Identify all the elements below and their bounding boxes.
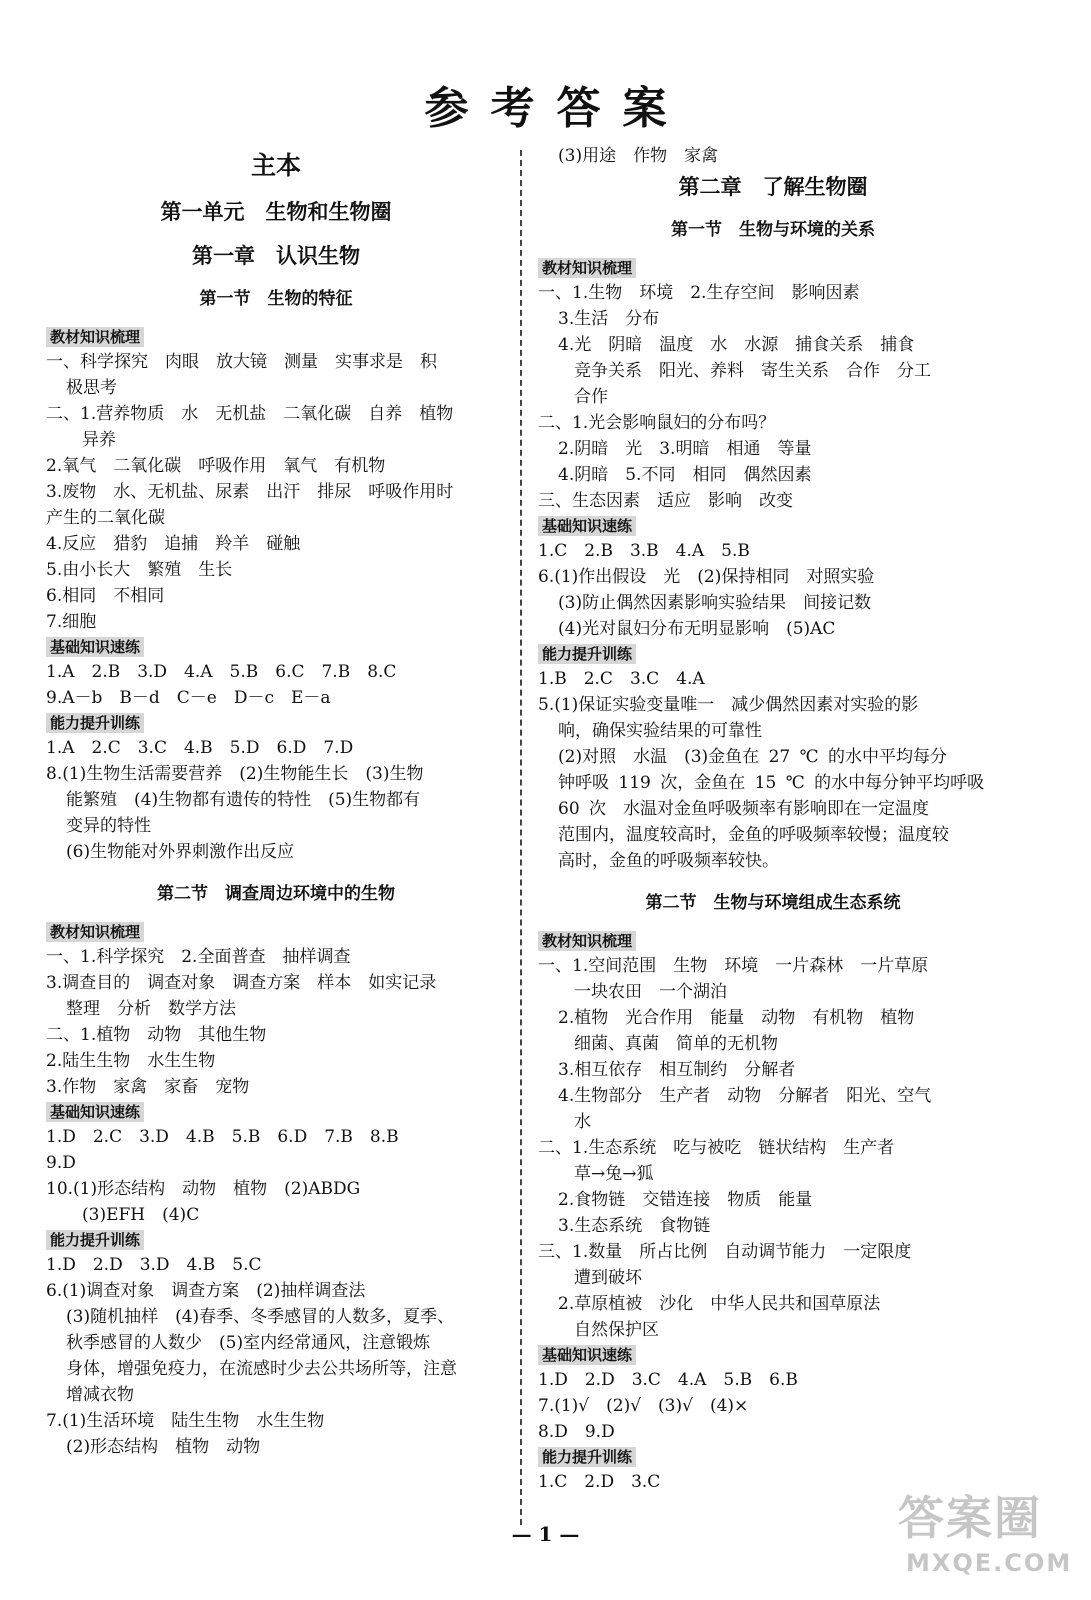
answer-line: 合作 bbox=[574, 387, 608, 407]
section-title: 第二节 调查周边环境中的生物 bbox=[157, 884, 395, 904]
answer-line: 一、1.空间范围 生物 环境 一片森林 一片草原 bbox=[538, 956, 929, 976]
answer-line: 高时，金鱼的呼吸频率较快。 bbox=[558, 851, 779, 871]
answer-line: 3.调查目的 调查对象 调查方案 样本 如实记录 bbox=[46, 973, 437, 993]
answer-line: 能繁殖 (4)生物都有遗传的特性 (5)生物都有 bbox=[66, 790, 421, 810]
answer-line: (3)EFH (4)C bbox=[82, 1205, 200, 1225]
answer-line: 三、生态因素 适应 影响 改变 bbox=[538, 491, 793, 511]
column-divider bbox=[520, 150, 522, 1525]
answer-line: 3.生态系统 食物链 bbox=[558, 1216, 711, 1236]
section-title: 第二节 生物与环境组成生态系统 bbox=[645, 893, 901, 913]
answer-line: 1.B 2.C 3.C 4.A bbox=[538, 669, 705, 689]
watermark-url: MXQE.COM bbox=[906, 1549, 1073, 1577]
answer-line: 9.D bbox=[46, 1153, 76, 1173]
answer-line: 范围内，温度较高时，金鱼的呼吸频率较慢；温度较 bbox=[558, 825, 949, 845]
answer-line: 5.(1)保证实验变量唯一 减少偶然因素对实验的影 bbox=[538, 695, 919, 715]
answer-line: (3)防止偶然因素影响实验结果 间接记数 bbox=[558, 593, 872, 613]
answer-line: 1.C 2.D 3.C bbox=[538, 1472, 661, 1492]
answer-line: 变异的特性 bbox=[66, 816, 151, 836]
answer-line: 4.光 阴暗 温度 水 水源 捕食关系 捕食 bbox=[558, 335, 915, 355]
answer-line: 细菌、真菌 简单的无机物 bbox=[574, 1034, 778, 1054]
answer-line: 一、科学探究 肉眼 放大镜 测量 实事求是 积 bbox=[46, 352, 437, 372]
section-tag: 基础知识速练 bbox=[46, 1102, 144, 1122]
answer-line: 二、1.光会影响鼠妇的分布吗？ bbox=[538, 413, 776, 433]
section-tag: 能力提升训练 bbox=[46, 713, 144, 733]
page-number: — 1 — bbox=[511, 1522, 580, 1546]
answer-line: 4.反应 猎豹 追捕 羚羊 碰触 bbox=[46, 534, 301, 554]
answer-line: 三、1.数量 所占比例 自动调节能力 一定限度 bbox=[538, 1242, 912, 1262]
watermark-logo bbox=[898, 1488, 1088, 1598]
answer-line: 自然保护区 bbox=[574, 1320, 659, 1340]
unit-title: 第一单元 生物和生物圈 bbox=[160, 200, 392, 224]
answer-line: 9.A－b B－d C－e D－c E－a bbox=[46, 688, 331, 708]
answer-line: 一块农田 一个湖泊 bbox=[574, 982, 727, 1002]
answer-line: 二、1.营养物质 水 无机盐 二氧化碳 自养 植物 bbox=[46, 404, 454, 424]
answer-line: 2.氧气 二氧化碳 呼吸作用 氧气 有机物 bbox=[46, 456, 386, 476]
answer-line: 竞争关系 阳光、养料 寄生关系 合作 分工 bbox=[574, 361, 931, 381]
answer-line: 水 bbox=[574, 1112, 591, 1132]
answer-line: 4.生物部分 生产者 动物 分解者 阳光、空气 bbox=[558, 1086, 932, 1106]
section-tag: 教材知识梳理 bbox=[538, 931, 636, 951]
answer-line: 2.陆生生物 水生生物 bbox=[46, 1051, 216, 1071]
answer-line: 2.植物 光合作用 能量 动物 有机物 植物 bbox=[558, 1008, 915, 1028]
answer-line: 3.废物 水、无机盐、尿素 出汗 排尿 呼吸作用时 bbox=[46, 482, 454, 502]
section-title: 第一节 生物的特征 bbox=[199, 289, 353, 309]
answer-line: 异养 bbox=[82, 430, 116, 450]
watermark-text: 答案圈 bbox=[898, 1491, 1042, 1545]
answer-line: 钟呼吸 119 次，金鱼在 15 ℃ 的水中每分钟平均呼吸 bbox=[558, 773, 985, 793]
answer-line: 6.(1)作出假设 光 (2)保持相同 对照实验 bbox=[538, 567, 875, 587]
answer-line: (3)用途 作物 家禽 bbox=[558, 146, 719, 166]
answer-line: 10.(1)形态结构 动物 植物 (2)ABDG bbox=[46, 1179, 361, 1199]
answer-line: 极思考 bbox=[66, 378, 117, 398]
answer-line: (4)光对鼠妇分布无明显影响 (5)AC bbox=[558, 619, 836, 639]
section-tag: 能力提升训练 bbox=[46, 1230, 144, 1250]
answer-line: 秋季感冒的人数少 (5)室内经常通风，注意锻炼 bbox=[66, 1333, 431, 1353]
answer-line: 7.(1)√ (2)√ (3)√ (4)× bbox=[538, 1396, 749, 1416]
answer-line: 响，确保实验结果的可靠性 bbox=[558, 721, 762, 741]
answer-line: 2.食物链 交错连接 物质 能量 bbox=[558, 1190, 813, 1210]
answer-line: 5.由小长大 繁殖 生长 bbox=[46, 560, 233, 580]
answer-line: 1.D 2.D 3.C 4.A 5.B 6.B bbox=[538, 1370, 798, 1390]
section-tag: 基础知识速练 bbox=[46, 637, 144, 657]
page-title: 参考答案 bbox=[424, 83, 689, 134]
section-title: 第一节 生物与环境的关系 bbox=[671, 220, 875, 240]
answer-line: 3.相互依存 相互制约 分解者 bbox=[558, 1060, 796, 1080]
answer-line: 身体，增强免疫力，在流感时少去公共场所等，注意 bbox=[66, 1359, 457, 1379]
answer-line: (2)对照 水温 (3)金鱼在 27 ℃ 的水中平均每分 bbox=[558, 747, 948, 767]
answer-line: 1.A 2.B 3.D 4.A 5.B 6.C 7.B 8.C bbox=[46, 662, 397, 682]
answer-line: (2)形态结构 植物 动物 bbox=[66, 1437, 261, 1457]
section-tag: 能力提升训练 bbox=[538, 644, 636, 664]
answer-line: 4.阴暗 5.不同 相同 偶然因素 bbox=[558, 465, 812, 485]
left-column bbox=[46, 146, 506, 1460]
section-tag: 教材知识梳理 bbox=[46, 922, 144, 942]
answer-line: 8.(1)生物生活需要营养 (2)生物能生长 (3)生物 bbox=[46, 764, 424, 784]
answer-line: 60 次 水温对金鱼呼吸频率有影响即在一定温度 bbox=[558, 799, 930, 819]
answer-line: 1.A 2.C 3.C 4.B 5.D 6.D 7.D bbox=[46, 738, 354, 758]
section-tag: 能力提升训练 bbox=[538, 1447, 636, 1467]
chapter-title: 第二章 了解生物圈 bbox=[678, 175, 868, 199]
answer-line: 1.C 2.B 3.B 4.A 5.B bbox=[538, 541, 750, 561]
answer-line: 1.D 2.D 3.D 4.B 5.C bbox=[46, 1255, 262, 1275]
main-title: 主本 bbox=[250, 151, 301, 180]
answer-line: 1.D 2.C 3.D 4.B 5.B 6.D 7.B 8.B bbox=[46, 1127, 399, 1147]
answer-line: 整理 分析 数学方法 bbox=[66, 999, 236, 1019]
answer-line: 7.(1)生活环境 陆生生物 水生生物 bbox=[46, 1411, 325, 1431]
answer-line: (6)生物能对外界刺激作出反应 bbox=[66, 842, 295, 862]
chapter-title: 第一章 认识生物 bbox=[192, 244, 360, 268]
answer-line: 二、1.植物 动物 其他生物 bbox=[46, 1025, 267, 1045]
answer-line: 2.阴暗 光 3.明暗 相通 等量 bbox=[558, 439, 812, 459]
answer-line: 3.作物 家禽 家畜 宠物 bbox=[46, 1077, 250, 1097]
answer-line: 增减衣物 bbox=[66, 1385, 134, 1405]
section-tag: 基础知识速练 bbox=[538, 1345, 636, 1365]
section-tag: 教材知识梳理 bbox=[46, 327, 144, 347]
right-column bbox=[538, 143, 1008, 1495]
answer-line: (3)随机抽样 (4)春季、冬季感冒的人数多，夏季、 bbox=[66, 1307, 455, 1327]
answer-line: 3.生活 分布 bbox=[558, 309, 660, 329]
answer-line: 2.草原植被 沙化 中华人民共和国草原法 bbox=[558, 1294, 881, 1314]
answer-line: 6.相同 不相同 bbox=[46, 586, 165, 606]
answer-line: 6.(1)调查对象 调查方案 (2)抽样调查法 bbox=[46, 1281, 366, 1301]
answer-line: 草→兔→狐 bbox=[574, 1164, 654, 1184]
section-tag: 基础知识速练 bbox=[538, 516, 636, 536]
answer-line: 二、1.生态系统 吃与被吃 链状结构 生产者 bbox=[538, 1138, 895, 1158]
answer-line: 一、1.科学探究 2.全面普查 抽样调查 bbox=[46, 947, 351, 967]
answer-line: 遭到破坏 bbox=[574, 1268, 642, 1288]
answer-line: 7.细胞 bbox=[46, 612, 97, 632]
answer-line: 产生的二氧化碳 bbox=[46, 508, 165, 528]
answer-line: 一、1.生物 环境 2.生存空间 影响因素 bbox=[538, 283, 860, 303]
answer-line: 8.D 9.D bbox=[538, 1422, 615, 1442]
section-tag: 教材知识梳理 bbox=[538, 258, 636, 278]
